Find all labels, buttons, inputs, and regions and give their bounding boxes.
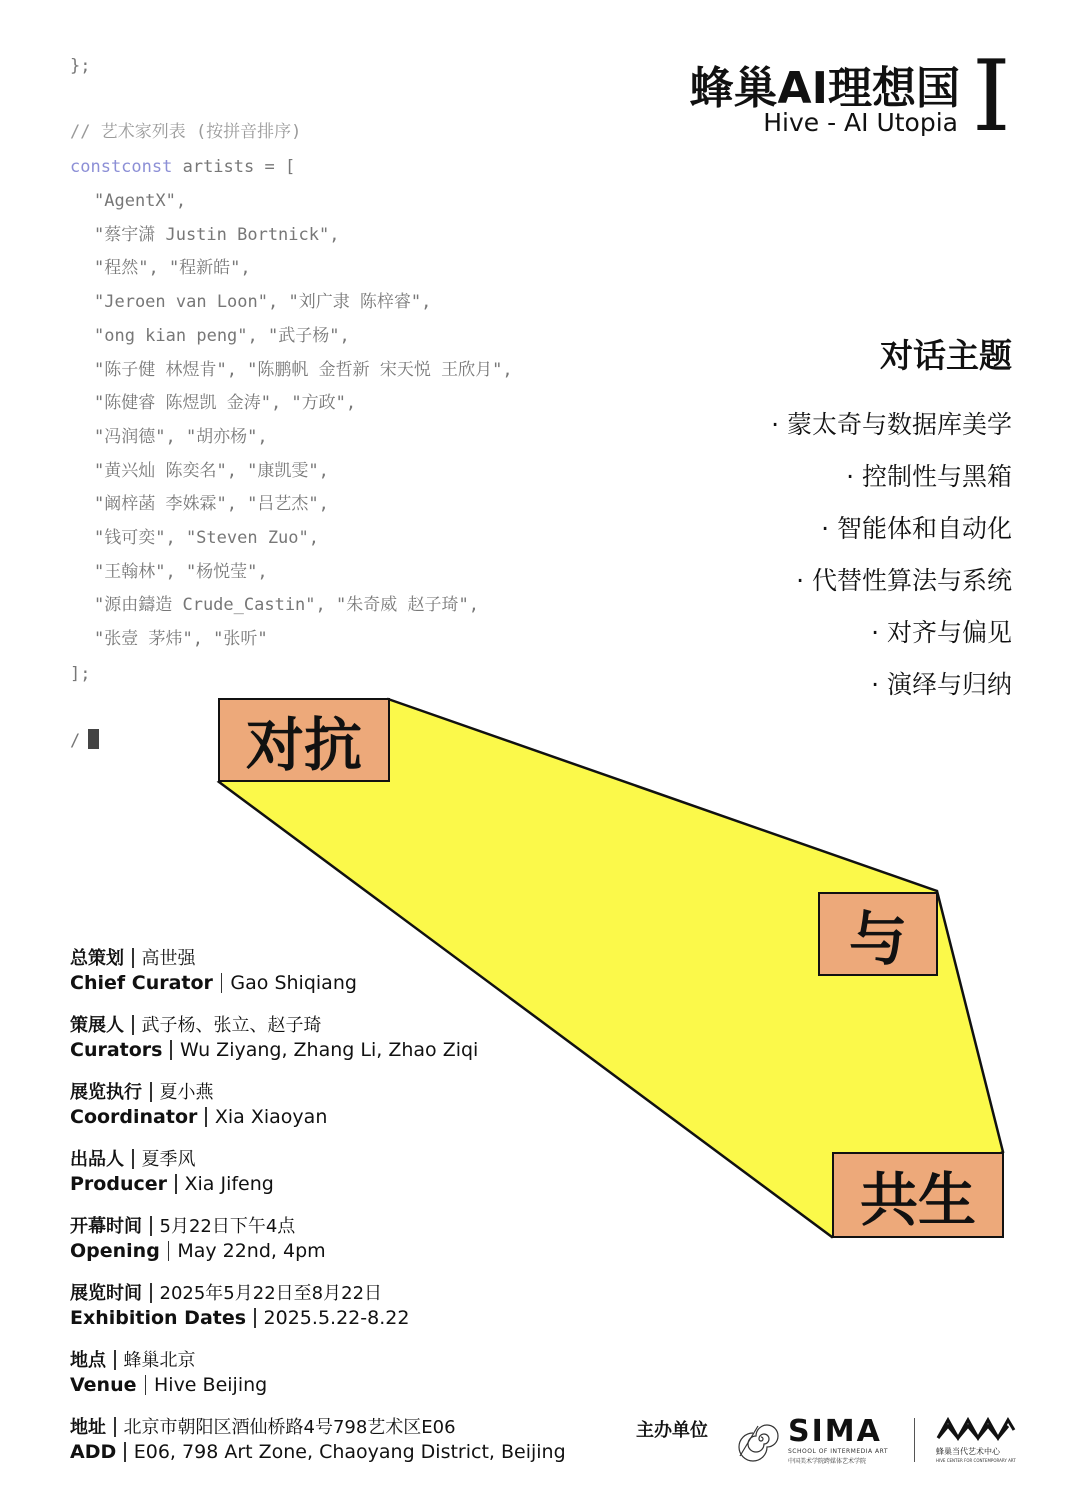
credit-cn-line xyxy=(70,1413,456,1439)
sima-subtitle-cn: 中国美术学院跨媒体艺术学院 xyxy=(788,1458,867,1465)
credit-en-key: Opening xyxy=(70,1240,160,1262)
title-chinese: 蜂巢AI理想国 xyxy=(689,63,960,114)
credit-en-key: Venue xyxy=(70,1374,137,1396)
credit-cn-key: 开幕时间 xyxy=(70,1216,142,1237)
organizer-divider xyxy=(914,1418,915,1462)
credit-cn-value: 5月22日下午4点 xyxy=(159,1216,296,1237)
credit-en-value: Xia Xiaoyan xyxy=(214,1106,328,1128)
credit-cn-key: 展览执行 xyxy=(70,1082,142,1103)
hive-name-cn: 蜂巢当代艺术中心 xyxy=(936,1447,1000,1456)
credit-separator xyxy=(150,1283,152,1303)
credit-en-key: ADD xyxy=(70,1441,117,1463)
credit-cn-key: 出品人 xyxy=(70,1149,124,1170)
credit-separator xyxy=(114,1350,116,1370)
credit-en-line xyxy=(70,1374,267,1396)
topic-item: · 蒙太奇与数据库美学 xyxy=(771,410,1012,439)
organizer-label: 主办单位 xyxy=(636,1420,708,1441)
code-keyword: constconst xyxy=(70,157,173,177)
artist-line: "程然", "程新皓", xyxy=(94,258,251,279)
artist-line: "冯润德", "胡亦杨", xyxy=(94,426,268,447)
credit-en-key: Exhibition Dates xyxy=(70,1307,247,1329)
artist-line: "AgentX", xyxy=(94,191,187,211)
credit-en-value: Gao Shiqiang xyxy=(230,972,357,994)
credit-cn-value: 夏季风 xyxy=(141,1149,196,1170)
tag-symbiosis: 共生 xyxy=(832,1152,1004,1238)
credit-en-line xyxy=(70,1307,409,1329)
topics-heading: 对话主题 xyxy=(880,336,1012,375)
code-declaration-rest: artists = [ xyxy=(172,157,296,177)
credit-en-value: May 22nd, 4pm xyxy=(177,1240,326,1262)
code-prompt xyxy=(70,729,99,753)
credit-en-key: Chief Curator xyxy=(70,972,213,994)
credit-en-line xyxy=(70,1441,566,1463)
credit-en-value: E06, 798 Art Zone, Chaoyang District, Beijing xyxy=(133,1441,566,1463)
artist-line: "黄兴灿 陈奕名", "康凯雯", xyxy=(94,460,329,481)
credit-separator xyxy=(114,1417,116,1437)
credit-cn-key: 总策划 xyxy=(70,948,124,969)
credit-separator xyxy=(221,973,223,993)
roman-numeral: I xyxy=(972,40,1011,154)
credit-en-value: Xia Jifeng xyxy=(184,1173,274,1195)
credit-en-line xyxy=(70,1173,274,1195)
sima-subtitle-en: SCHOOL OF INTERMEDIA ART xyxy=(788,1448,889,1455)
credit-separator xyxy=(170,1040,172,1060)
credit-cn-key: 展览时间 xyxy=(70,1283,142,1304)
hive-name-en: HIVE CENTER FOR CONTEMPORARY ART xyxy=(936,1458,1016,1463)
credit-separator xyxy=(132,1015,134,1035)
credit-separator xyxy=(175,1174,177,1194)
credit-separator xyxy=(150,1082,152,1102)
text-cursor-icon xyxy=(88,729,99,749)
code-closing: ]; xyxy=(70,664,91,684)
credit-cn-value: 夏小燕 xyxy=(159,1082,214,1103)
artist-line: "源由鑄造 Crude_Castin", "朱奇威 赵子琦", xyxy=(94,595,479,616)
code-comment: // 艺术家列表 (按拼音排序) xyxy=(70,122,302,142)
credit-en-line xyxy=(70,1039,478,1061)
credit-en-value: Hive Beijing xyxy=(154,1374,268,1396)
artist-line: "Jeroen van Loon", "刘广隶 陈梓睿", xyxy=(94,292,432,313)
topic-item: · 演绎与归纳 xyxy=(871,670,1012,699)
credit-cn-line xyxy=(70,1346,196,1372)
artist-line: "蔡宇潇 Justin Bortnick", xyxy=(94,224,340,245)
credit-separator xyxy=(124,1442,126,1462)
credit-separator xyxy=(145,1375,147,1395)
credit-en-value: Wu Ziyang, Zhang Li, Zhao Ziqi xyxy=(179,1039,479,1061)
artist-line: "钱可奕", "Steven Zuo", xyxy=(94,528,319,548)
credit-cn-line xyxy=(70,1011,322,1037)
credit-en-key: Coordinator xyxy=(70,1106,198,1128)
artist-line: "张壹 茅炜", "张听" xyxy=(94,629,268,650)
sima-wordmark: SIMA xyxy=(788,1414,882,1449)
credit-cn-value: 蜂巢北京 xyxy=(123,1350,196,1371)
tag-and: 与 xyxy=(818,892,938,976)
credit-cn-value: 2025年5月22日至8月22日 xyxy=(159,1283,383,1304)
wave-logo-icon xyxy=(936,1416,1016,1442)
artist-line: "王翰林", "杨悦莹", xyxy=(94,561,268,582)
credit-cn-value: 高世强 xyxy=(141,948,196,969)
artist-line: "陈健睿 陈煜凯 金涛", "方政", xyxy=(94,393,357,414)
title-english: Hive - AI Utopia xyxy=(763,108,958,137)
credit-en-line xyxy=(70,1240,326,1262)
topic-item: · 对齐与偏见 xyxy=(871,618,1012,647)
credit-cn-line xyxy=(70,1279,382,1305)
artist-line: "阚梓菡 李姝霖", "吕艺杰", xyxy=(94,494,329,515)
credit-en-key: Curators xyxy=(70,1039,163,1061)
credit-cn-key: 策展人 xyxy=(70,1015,124,1036)
artist-line: "ong kian peng", "武子杨", xyxy=(94,325,350,346)
credit-separator xyxy=(132,1149,134,1169)
credit-en-key: Producer xyxy=(70,1173,167,1195)
credit-en-line xyxy=(70,972,357,994)
topic-item: · 控制性与黑箱 xyxy=(846,462,1012,491)
tag-confrontation: 对抗 xyxy=(218,698,390,782)
artist-line: "陈子健 林煜肯", "陈鹏帆 金哲新 宋天悦 王欣月", xyxy=(94,359,513,380)
spiral-logo-icon xyxy=(738,1416,784,1462)
credit-cn-line xyxy=(70,1078,214,1104)
topic-item: · 智能体和自动化 xyxy=(821,514,1012,543)
sima-logo xyxy=(738,1414,894,1464)
credit-cn-key: 地址 xyxy=(70,1417,106,1438)
credit-separator xyxy=(205,1107,207,1127)
credit-separator xyxy=(150,1216,152,1236)
credit-cn-value: 武子杨、张立、赵子琦 xyxy=(141,1015,322,1036)
credit-cn-value: 北京市朝阳区酒仙桥路4号798艺术区E06 xyxy=(123,1417,456,1438)
credit-cn-key: 地点 xyxy=(70,1350,106,1371)
topic-item: · 代替性算法与系统 xyxy=(796,566,1012,595)
credit-separator xyxy=(132,948,134,968)
hive-logo xyxy=(936,1416,1016,1464)
credit-cn-line xyxy=(70,944,196,970)
credit-cn-line xyxy=(70,1145,196,1171)
credit-separator xyxy=(168,1241,170,1261)
code-closing-top: }; xyxy=(70,56,91,76)
prompt-slash: / xyxy=(70,731,81,751)
credit-en-value: 2025.5.22-8.22 xyxy=(263,1307,410,1329)
credit-cn-line xyxy=(70,1212,295,1238)
code-declaration xyxy=(70,155,295,179)
credit-separator xyxy=(254,1308,256,1328)
credit-en-line xyxy=(70,1106,327,1128)
